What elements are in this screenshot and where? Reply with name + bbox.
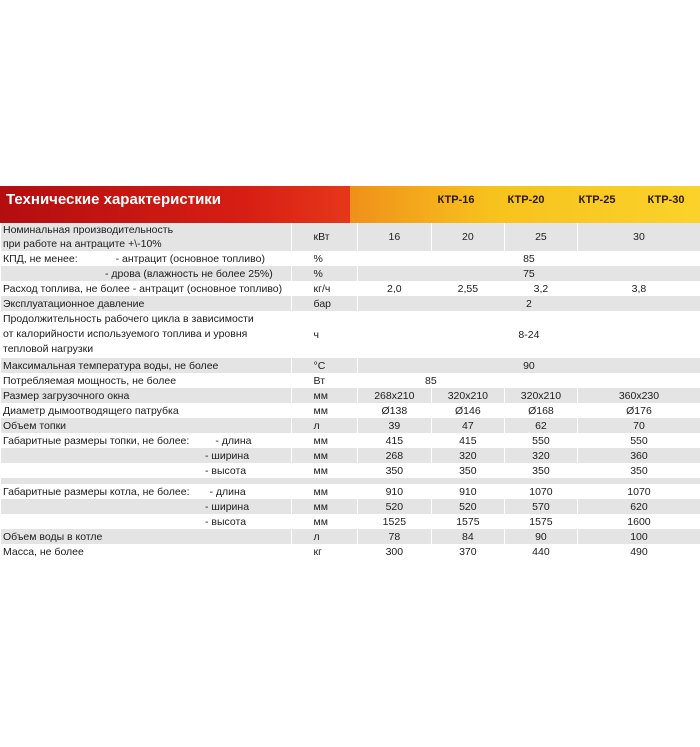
value-cell: 2,0 (357, 281, 431, 296)
spec-rows (0, 223, 700, 559)
param-label: - высота (1, 463, 292, 478)
table-row (1, 433, 700, 448)
table-row (1, 311, 700, 358)
value-cell: 370 (431, 544, 504, 559)
value-cell: Ø146 (431, 403, 504, 418)
param-label: Размер загрузочного окна (1, 388, 292, 403)
model-header: КТР-20 (507, 194, 545, 206)
value-cell: 350 (504, 463, 577, 478)
value-cell: 84 (431, 529, 504, 544)
value-cell: 1575 (504, 514, 577, 529)
value-cell: 440 (504, 544, 577, 559)
param-label: Максимальная температура воды, не более (1, 358, 292, 373)
value-cell: 415 (431, 433, 504, 448)
value-cell: 16 (357, 223, 431, 251)
param-label: Номинальная производительность при работе на антраците +\-10% (1, 223, 292, 251)
table-row (1, 251, 700, 266)
param-label: Масса, не более (1, 544, 292, 559)
unit-cell: бар (291, 296, 357, 311)
param-label: Объем топки (1, 418, 292, 433)
param-label: - высота (1, 514, 292, 529)
value-cell: 550 (577, 433, 700, 448)
value-cell: 320х210 (504, 388, 577, 403)
param-label: Эксплуатационное давление (1, 296, 292, 311)
value-cell: 1070 (504, 484, 577, 499)
value-cell: 3,8 (577, 281, 700, 296)
value-cell: 415 (357, 433, 431, 448)
table-row (1, 388, 700, 403)
unit-cell: ч (291, 311, 357, 358)
unit-cell: мм (291, 484, 357, 499)
value-cell: 90 (357, 358, 700, 373)
value-cell: 570 (504, 499, 577, 514)
value-cell: 2,55 (431, 281, 504, 296)
value-cell: 520 (357, 499, 431, 514)
value-cell: 320 (504, 448, 577, 463)
table-row (1, 223, 700, 251)
value-cell: 490 (577, 544, 700, 559)
value-cell: 100 (577, 529, 700, 544)
value-cell: 62 (504, 418, 577, 433)
table-row (1, 544, 700, 559)
param-label: Расход топлива, не более - антрацит (основное топливо) (1, 281, 292, 296)
unit-cell: мм (291, 403, 357, 418)
table-row (1, 403, 700, 418)
value-cell: 78 (357, 529, 431, 544)
value-cell: 85 (357, 251, 700, 266)
value-cell: 8-24 (357, 311, 700, 358)
value-cell: 350 (577, 463, 700, 478)
table-row (1, 358, 700, 373)
param-label: КПД, не менее: - антрацит (основное топливо) (1, 251, 292, 266)
model-header-row (350, 186, 700, 223)
table-row (1, 499, 700, 514)
value-cell: 550 (504, 433, 577, 448)
unit-cell: % (291, 266, 357, 281)
value-cell: 75 (357, 266, 700, 281)
param-label: - ширина (1, 499, 292, 514)
value-cell: 910 (357, 484, 431, 499)
value-cell: 20 (431, 223, 504, 251)
param-label: - ширина (1, 448, 292, 463)
table-row (1, 281, 700, 296)
param-label: Габаритные размеры топки, не более: - длина (1, 433, 292, 448)
unit-cell: кВт (291, 223, 357, 251)
unit-cell: л (291, 529, 357, 544)
value-cell: 25 (504, 223, 577, 251)
value-cell: 1575 (431, 514, 504, 529)
unit-cell: Вт (291, 373, 357, 388)
unit-cell: кг/ч (291, 281, 357, 296)
value-cell: 1070 (577, 484, 700, 499)
value-cell: 268 (357, 448, 431, 463)
unit-cell: мм (291, 463, 357, 478)
value-cell: 320 (431, 448, 504, 463)
table-row (1, 484, 700, 499)
value-cell: 39 (357, 418, 431, 433)
table-title: Технические характеристики (0, 186, 350, 223)
spec-table (0, 186, 700, 559)
table-header (0, 186, 700, 223)
value-cell: Ø138 (357, 403, 431, 418)
param-label: Диаметр дымоотводящего патрубка (1, 403, 292, 418)
value-cell: 520 (431, 499, 504, 514)
param-label: Объем воды в котле (1, 529, 292, 544)
value-cell: 85 (357, 373, 504, 388)
table-row (1, 266, 700, 281)
value-cell: Ø176 (577, 403, 700, 418)
param-label: Габаритные размеры котла, не более: - длина (1, 484, 292, 499)
table-row (1, 418, 700, 433)
unit-cell: мм (291, 433, 357, 448)
value-cell: 268х210 (357, 388, 431, 403)
table-row (1, 529, 700, 544)
table-row (1, 373, 700, 388)
unit-cell: мм (291, 499, 357, 514)
value-cell: 360 (577, 448, 700, 463)
model-header: КТР-25 (578, 194, 616, 206)
value-cell: 350 (431, 463, 504, 478)
value-cell: 620 (577, 499, 700, 514)
value-cell: 910 (431, 484, 504, 499)
value-cell: 1525 (357, 514, 431, 529)
unit-cell: мм (291, 388, 357, 403)
unit-cell: мм (291, 514, 357, 529)
value-cell: 70 (577, 418, 700, 433)
value-cell: 30 (577, 223, 700, 251)
table-row (1, 296, 700, 311)
value-cell: 350 (357, 463, 431, 478)
unit-cell: мм (291, 448, 357, 463)
value-cell: 2 (357, 296, 700, 311)
param-label: Продолжительность рабочего цикла в зависимости от калорийности используемого топлива и уровня тепловой нагрузки (1, 311, 292, 358)
value-cell: 47 (431, 418, 504, 433)
model-header: КТР-30 (647, 194, 685, 206)
table-row (1, 514, 700, 529)
table-row (1, 448, 700, 463)
unit-cell: % (291, 251, 357, 266)
value-cell: 320х210 (431, 388, 504, 403)
unit-cell: кг (291, 544, 357, 559)
value-cell: 300 (357, 544, 431, 559)
param-label: Потребляемая мощность, не более (1, 373, 292, 388)
unit-cell: °С (291, 358, 357, 373)
unit-cell: л (291, 418, 357, 433)
value-cell: 1600 (577, 514, 700, 529)
param-label: - дрова (влажность не более 25%) (1, 266, 292, 281)
value-cell: 360х230 (577, 388, 700, 403)
table-row (1, 463, 700, 478)
value-cell: 90 (504, 529, 577, 544)
value-cell: 3,2 (504, 281, 577, 296)
value-cell: Ø168 (504, 403, 577, 418)
model-header: КТР-16 (437, 194, 475, 206)
